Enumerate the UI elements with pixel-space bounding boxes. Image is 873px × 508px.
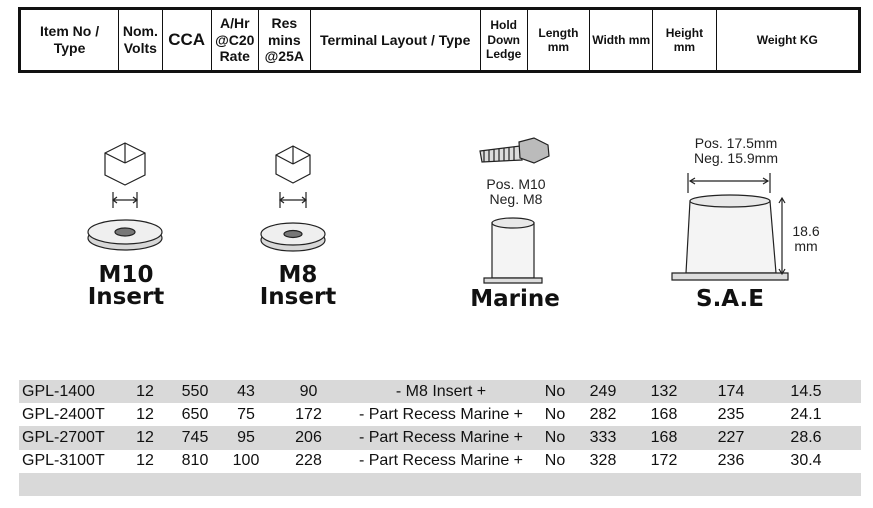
table-row (19, 403, 861, 426)
cell-weight: 24.1 (790, 405, 822, 423)
header-hold: Hold Down Ledge (480, 10, 527, 70)
header-item: Item No / Type (40, 23, 100, 56)
battery-table (19, 380, 861, 496)
header-terminal: Terminal Layout / Type (310, 10, 480, 70)
sae-label: S.A.E (696, 286, 764, 312)
cell-cca: 650 (181, 405, 209, 423)
cell-volts: 12 (136, 382, 154, 400)
cell-height: 227 (717, 428, 745, 446)
table-row (19, 450, 861, 473)
cell-length: 328 (589, 452, 617, 470)
m8-insert-drawing (261, 146, 325, 251)
marine-note: Pos. M10 Neg. M8 (486, 176, 546, 207)
m10-insert-drawing (88, 143, 162, 250)
cell-hold: No (544, 382, 566, 400)
cell-height: 174 (717, 382, 745, 400)
spec-table-header (18, 7, 861, 73)
cell-volts: 12 (136, 428, 154, 446)
cell-volts: 12 (136, 452, 154, 470)
cell-cca: 810 (181, 452, 209, 470)
cell-width: 168 (650, 405, 678, 423)
m10-label-line2: Insert (87, 284, 165, 310)
cell-ahr: 75 (237, 405, 255, 423)
table-row (19, 380, 861, 403)
cell-res: 228 (295, 452, 322, 470)
cell-volts: 12 (136, 405, 154, 423)
cell-res: 90 (299, 382, 318, 400)
cell-res: 172 (295, 405, 322, 423)
cell-res: 206 (295, 428, 322, 446)
marine-label: Marine (470, 286, 560, 312)
cell-terminal: - Part Recess Marine + (358, 428, 524, 446)
cell-item: GPL-2400T (22, 405, 105, 423)
cell-item: GPL-3100T (22, 452, 105, 470)
cell-ahr: 100 (232, 452, 260, 470)
cell-length: 249 (589, 382, 617, 400)
cell-ahr: 95 (237, 428, 255, 446)
cell-terminal: - M8 Insert + (395, 382, 487, 400)
cell-width: 132 (650, 382, 678, 400)
cell-terminal: - Part Recess Marine + (358, 452, 524, 470)
marine-terminal-drawing (480, 138, 549, 283)
cell-width: 168 (650, 428, 678, 446)
cell-hold: No (544, 428, 566, 446)
sae-terminal-drawing (672, 173, 788, 280)
cell-weight: 30.4 (790, 452, 822, 470)
header-ahr: A/Hr @C20 Rate (211, 10, 258, 70)
cell-height: 236 (717, 452, 745, 470)
m8-label (250, 264, 346, 308)
terminal-diagram (0, 118, 873, 318)
m10-label-line1: M10 (98, 262, 154, 288)
cell-hold: No (544, 452, 566, 470)
header-res: Res mins @25A (258, 10, 310, 70)
m8-label-line2: Insert (259, 284, 337, 310)
cell-cca: 745 (181, 428, 209, 446)
header-length: Length mm (527, 10, 589, 70)
cell-item: GPL-1400 (22, 382, 95, 400)
cell-weight: 14.5 (790, 382, 822, 400)
cell-ahr: 43 (237, 382, 255, 400)
header-width: Width mm (589, 10, 652, 70)
cell-width: 172 (650, 452, 678, 470)
cell-terminal: - Part Recess Marine + (358, 405, 524, 423)
header-weight: Weight KG (716, 10, 858, 70)
m8-label-line1: M8 (278, 262, 318, 288)
sae-height-note: 18.6 mm (792, 223, 820, 254)
header-volts: Nom. Volts (118, 10, 161, 70)
empty-row (19, 473, 861, 496)
m10-label (78, 264, 174, 308)
cell-length: 333 (589, 428, 617, 446)
cell-hold: No (544, 405, 566, 423)
table-row (19, 426, 861, 449)
header-height: Height mm (652, 10, 715, 70)
sae-diameter-note: Pos. 17.5mm Neg. 15.9mm (693, 135, 779, 166)
cell-height: 235 (717, 405, 745, 423)
header-cca: CCA (162, 10, 211, 70)
cell-item: GPL-2700T (22, 428, 105, 446)
cell-length: 282 (589, 405, 617, 423)
cell-cca: 550 (181, 382, 209, 400)
cell-weight: 28.6 (790, 428, 822, 446)
